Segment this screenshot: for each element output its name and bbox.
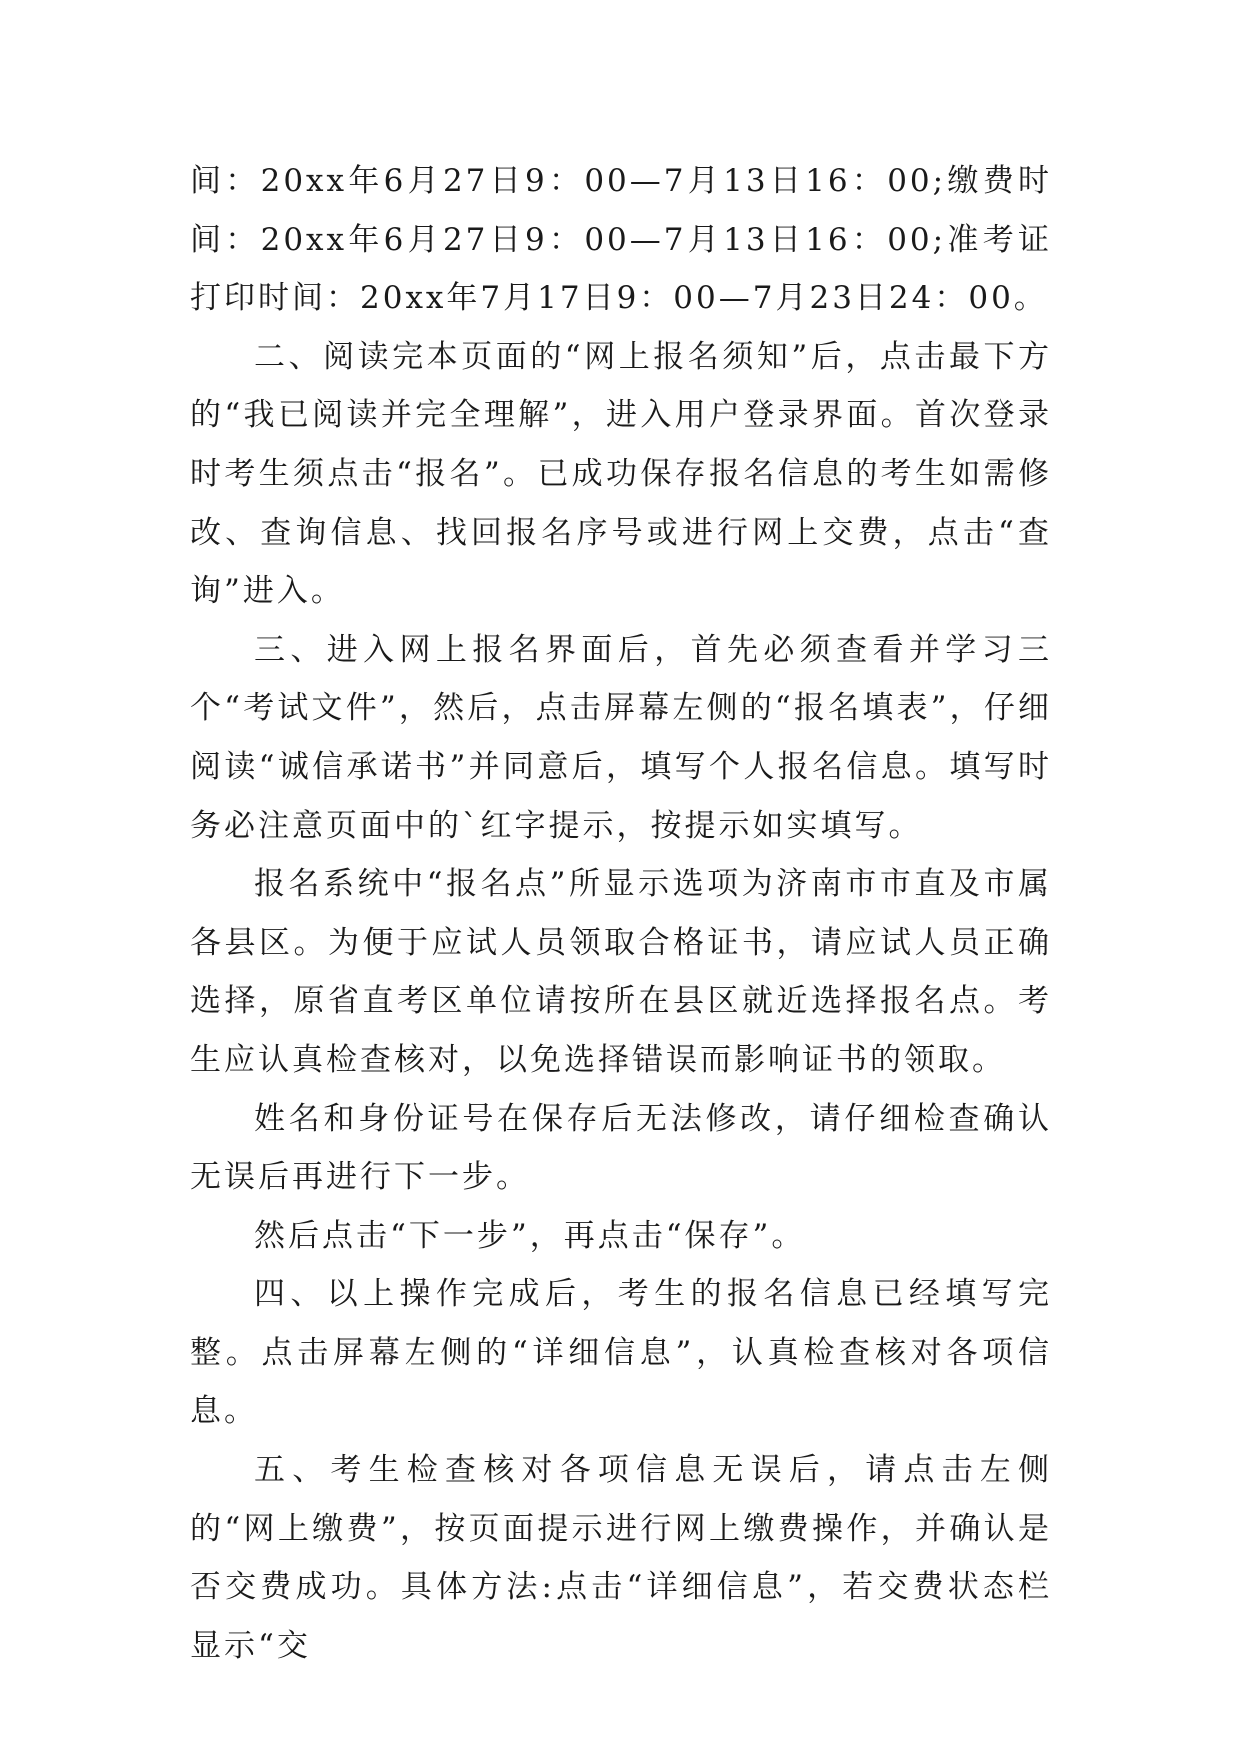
paragraph-schedule-continued: 间：20xx年6月27日9：00—7月13日16：00;缴费时间：20xx年6月27日9：00—7月13日16：00;准考证打印时间：20xx年7月17日9：00—7月23日24：00。 [190, 163, 1052, 317]
paragraph-step-three: 三、进入网上报名界面后，首先必须查看并学习三个“考试文件”，然后，点击屏幕左侧的“报名填表”，仔细阅读“诚信承诺书”并同意后，填写个人报名信息。填写时务必注意页面中的`红字提示，按提示如实填写。 [190, 631, 1052, 844]
paragraph-registration-point: 报名系统中“报名点”所显示选项为济南市市直及市属各县区。为便于应试人员领取合格证书，请应试人员正确选择，原省直考区单位请按所在县区就近选择报名点。考生应认真检查核对，以免选择错误而影响证书的领取。 [190, 866, 1052, 1078]
document-body [190, 152, 1052, 1675]
paragraph-step-two: 二、阅读完本页面的“网上报名须知”后，点击最下方的“我已阅读并完全理解”，进入用户登录界面。首次登录时考生须点击“报名”。已成功保存报名信息的考生如需修改、查询信息、找回报名序号或进行网上交费，点击“查询”进入。 [190, 338, 1052, 610]
paragraph-step-four: 四、以上操作完成后，考生的报名信息已经填写完整。点击屏幕左侧的“详细信息”，认真检查核对各项信息。 [190, 1276, 1052, 1430]
paragraph-step-five: 五、考生检查核对各项信息无误后，请点击左侧的“网上缴费”，按页面提示进行网上缴费操作，并确认是否交费成功。具体方法:点击“详细信息”，若交费状态栏显示“交 [190, 1452, 1052, 1664]
paragraph-next-save: 然后点击“下一步”，再点击“保存”。 [254, 1217, 806, 1254]
paragraph-name-id-warning: 姓名和身份证号在保存后无法修改，请仔细检查确认无误后再进行下一步。 [190, 1100, 1052, 1196]
